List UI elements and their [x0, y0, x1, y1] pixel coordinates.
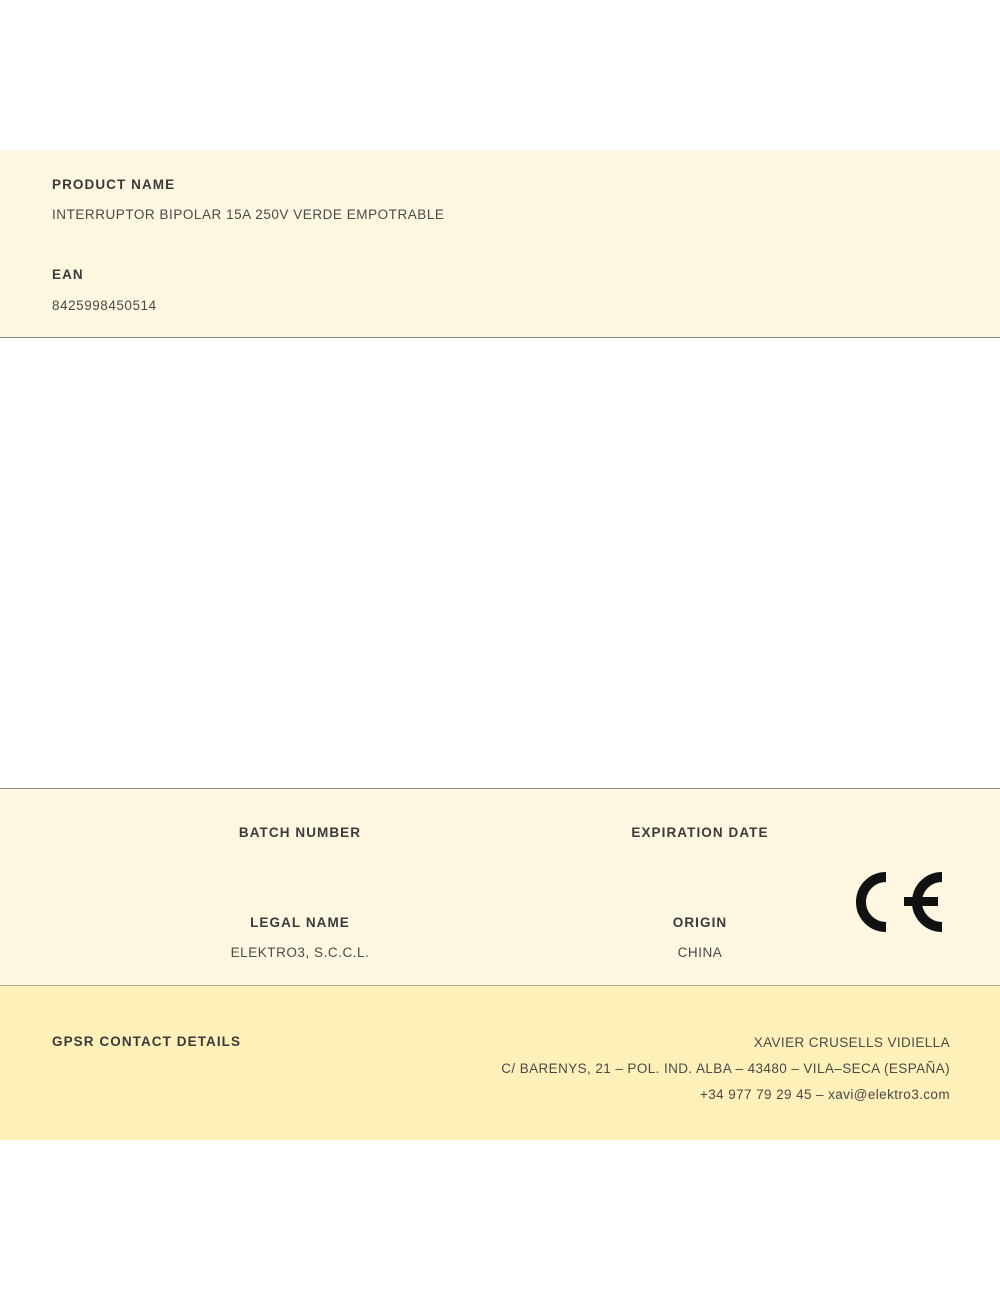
product-name-label: PRODUCT NAME: [52, 177, 176, 192]
gpsr-contact-label: GPSR CONTACT DETAILS: [52, 1034, 242, 1049]
origin-value: CHINA: [677, 945, 723, 960]
gpsr-contact-block: [0, 986, 1000, 1140]
legal-name-value: ELEKTRO3, S.C.C.L.: [230, 945, 370, 960]
legal-name-label: LEGAL NAME: [250, 915, 350, 930]
gpsr-contact-phone-email: +34 977 79 29 45 – xavi@elektro3.com: [699, 1087, 950, 1102]
gpsr-contact-lines: [501, 1030, 950, 1108]
origin-label: ORIGIN: [672, 915, 728, 930]
batch-number-label: BATCH NUMBER: [238, 825, 362, 840]
top-margin: [0, 0, 1000, 150]
product-name-value: INTERRUPTOR BIPOLAR 15A 250V VERDE EMPOTRABLE: [52, 207, 445, 222]
product-info-block: [0, 150, 1000, 338]
ce-marking-icon: [842, 867, 952, 937]
ean-value: 8425998450514: [52, 298, 157, 313]
expiration-date-label: EXPIRATION DATE: [631, 825, 769, 840]
bottom-margin: [0, 1140, 1000, 1300]
batch-legal-block: [0, 788, 1000, 986]
product-image-area: [0, 338, 1000, 788]
ean-label: EAN: [52, 267, 84, 282]
gpsr-contact-person: XAVIER CRUSELLS VIDIELLA: [753, 1035, 950, 1050]
gpsr-contact-address: C/ BARENYS, 21 – POL. IND. ALBA – 43480 – VILA–SECA (ESPAÑA): [501, 1061, 950, 1076]
